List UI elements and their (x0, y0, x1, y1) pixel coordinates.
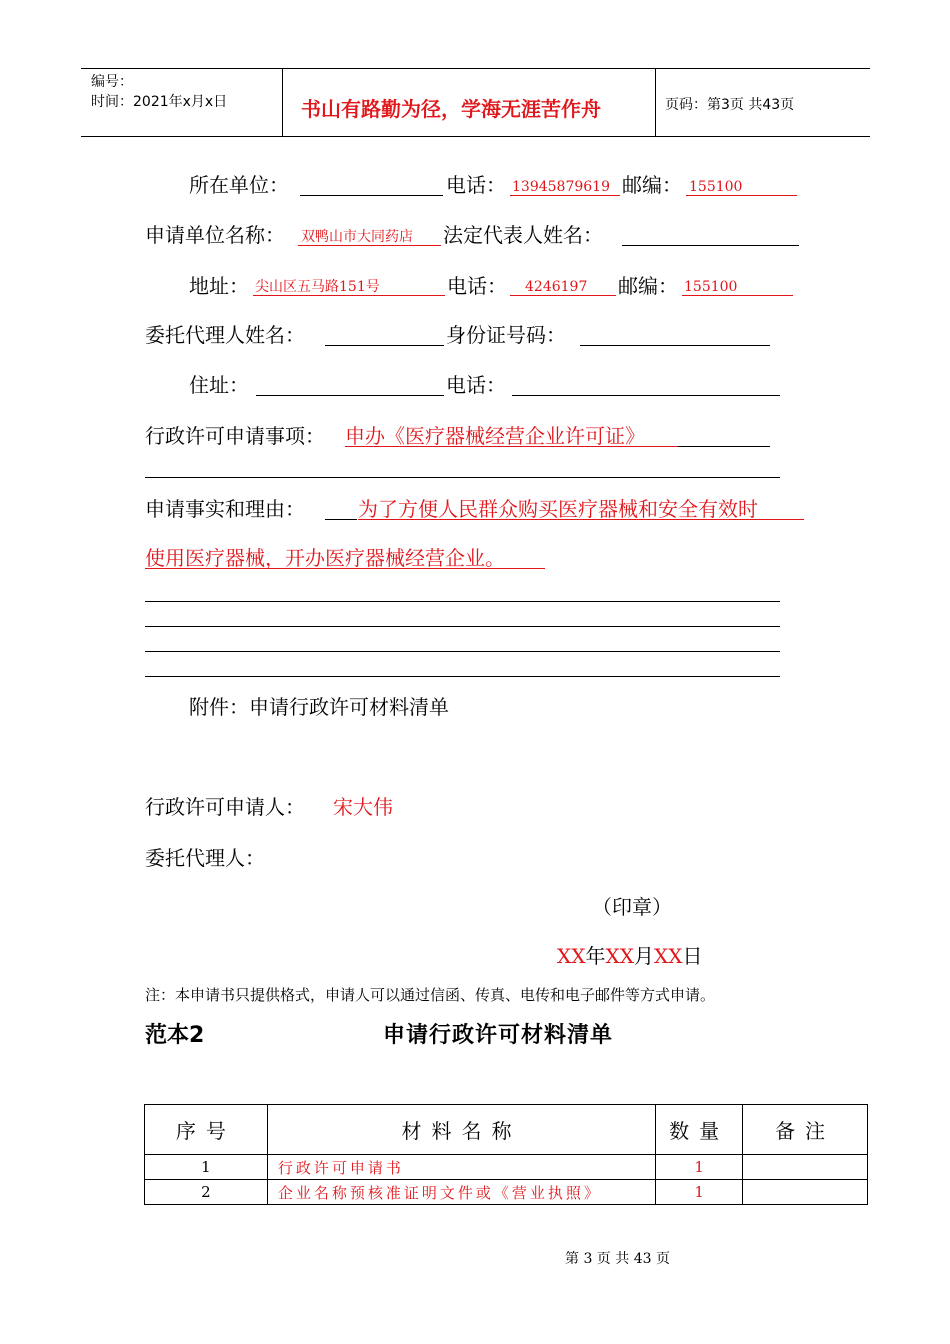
unit-phone-underline (510, 195, 620, 196)
applicant-value: 宋大伟 (333, 795, 393, 819)
applicant-name-label: 申请单位名称： (145, 223, 285, 247)
blank-line-2 (145, 626, 780, 627)
matter-underline (678, 446, 770, 447)
table-row (145, 1180, 868, 1205)
residence-phone-field-line (512, 395, 780, 396)
header-page-info: 页码：第3页 共43页 (665, 97, 795, 113)
applicant-label: 行政许可申请人： (145, 795, 305, 819)
unit-phone-label: 电话： (446, 173, 506, 197)
date-day-unit: 日 (682, 944, 703, 968)
unit-phone-value: 13945879619 (512, 179, 610, 195)
col-header-name: 材料名称 (267, 1105, 655, 1155)
address-underline (253, 295, 445, 296)
address-phone-underline (510, 295, 616, 296)
address-phone-label: 电话： (447, 274, 507, 298)
agent-name-label: 委托代理人姓名： (145, 323, 305, 347)
row-qty: 1 (656, 1155, 743, 1180)
header-divider-left (282, 68, 283, 136)
note-text: 注：本申请书只提供格式，申请人可以通过信函、传真、电传和电子邮件等方式申请。 (145, 986, 716, 1004)
header-bottom-rule (81, 136, 870, 137)
header-motto: 书山有路勤为径，学海无涯苦作舟 (301, 97, 601, 121)
date-year-placeholder: XX (557, 944, 586, 968)
address-postcode-value: 155100 (684, 279, 738, 295)
col-header-qty: 数量 (656, 1105, 743, 1155)
seal-text: （印章） (592, 895, 672, 919)
header-number: 编号： (91, 74, 133, 90)
address-phone-value: 4246197 (525, 279, 588, 295)
blank-line-3 (145, 651, 780, 652)
reason-line-1: 为了方便人民群众购买医疗器械和安全有效时 (358, 497, 758, 521)
address-postcode-underline (682, 295, 793, 296)
col-header-note: 备注 (743, 1105, 868, 1155)
table-row (145, 1155, 868, 1180)
blank-line-4 (145, 676, 780, 677)
row-note (743, 1155, 868, 1180)
unit-postcode-underline (686, 195, 797, 196)
row-name: 企业名称预核准证明文件或《营业执照》 (267, 1180, 655, 1205)
address-value: 尖山区五马路151号 (255, 279, 380, 295)
matter-extra-line (145, 477, 780, 478)
reason-line-1-underline (358, 519, 804, 520)
address-postcode-label: 邮编： (618, 274, 678, 298)
matter-label: 行政许可申请事项： (145, 424, 325, 448)
residence-phone-label: 电话： (446, 373, 506, 397)
applicant-name-underline (298, 245, 441, 246)
unit-label: 所在单位： (189, 173, 289, 197)
residence-field-line (256, 395, 444, 396)
legal-rep-field-line (622, 245, 799, 246)
id-number-field-line (580, 345, 770, 346)
reason-line-2-underline (145, 568, 545, 569)
row-name: 行政许可申请书 (267, 1155, 655, 1180)
header-time: 时间：2021年x月x日 (91, 94, 228, 110)
date-month-unit: 月 (633, 944, 654, 968)
applicant-name-value: 双鸭山市大同药店 (301, 229, 413, 245)
header-top-rule (81, 68, 870, 69)
date-year-unit: 年 (585, 944, 606, 968)
residence-label: 住址： (189, 373, 249, 397)
row-no: 2 (145, 1180, 268, 1205)
reason-lead-line (325, 519, 357, 520)
row-note (743, 1180, 868, 1205)
legal-rep-label: 法定代表人姓名： (443, 223, 603, 247)
materials-table (144, 1104, 868, 1205)
row-qty: 1 (656, 1180, 743, 1205)
address-label: 地址： (189, 274, 249, 298)
header-divider-right (655, 68, 656, 136)
blank-line-1 (145, 601, 780, 602)
matter-underline-red (345, 446, 678, 447)
unit-postcode-label: 邮编： (622, 173, 682, 197)
unit-field-line (300, 195, 443, 196)
page-footer: 第 3 页 共 43 页 (565, 1251, 670, 1267)
matter-value: 申办《医疗器械经营企业许可证》 (345, 424, 645, 448)
col-header-no: 序号 (145, 1105, 268, 1155)
reason-label: 申请事实和理由： (145, 497, 305, 521)
table-header-row (145, 1105, 868, 1155)
row-no: 1 (145, 1155, 268, 1180)
agent-name-field-line (325, 345, 444, 346)
agent-label: 委托代理人： (145, 846, 265, 870)
date-month-placeholder: XX (605, 944, 634, 968)
id-number-label: 身份证号码： (446, 323, 566, 347)
reason-line-2: 使用医疗器械，开办医疗器械经营企业。 (145, 546, 505, 570)
attachment-text: 附件：申请行政许可材料清单 (189, 695, 449, 719)
date-day-placeholder: XX (653, 944, 683, 968)
section-title: 申请行政许可材料清单 (383, 1023, 614, 1048)
unit-postcode-value: 155100 (689, 179, 743, 195)
signature-date (557, 944, 702, 968)
template-label: 范本2 (145, 1023, 205, 1048)
